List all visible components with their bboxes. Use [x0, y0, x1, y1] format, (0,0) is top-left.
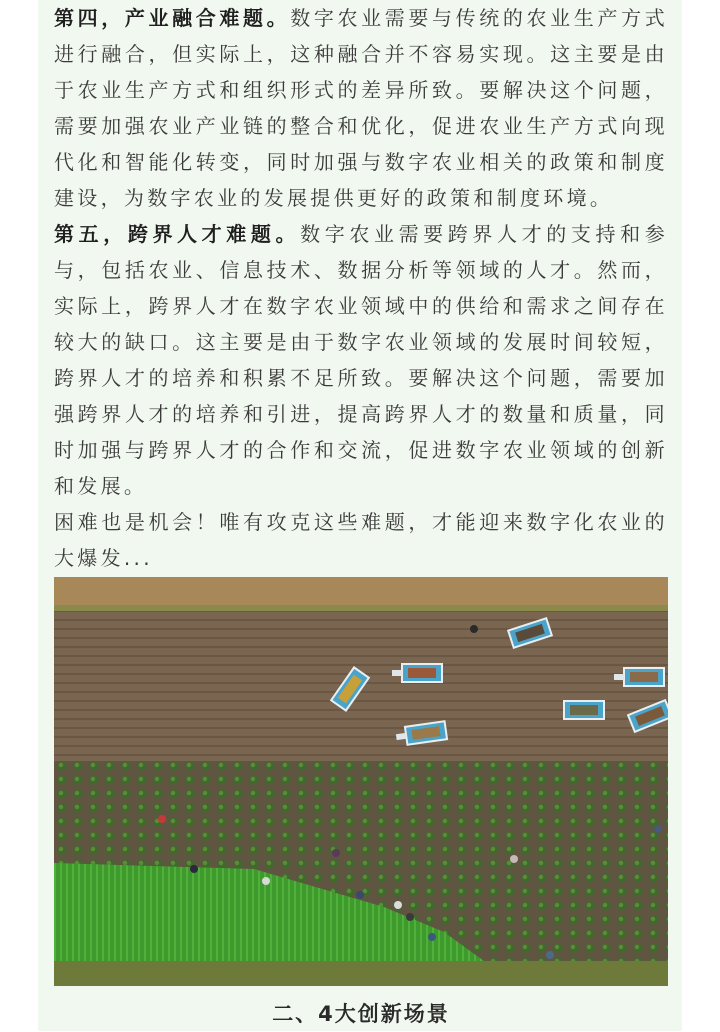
worker — [510, 855, 518, 863]
paragraph-closing: 困难也是机会！唯有攻克这些难题，才能迎来数字化农业的大爆发... — [54, 510, 668, 570]
worker — [546, 951, 554, 959]
paragraph-industry-integration — [54, 0, 668, 216]
worker — [394, 901, 402, 909]
field-edge-grass — [54, 605, 668, 611]
worker — [356, 891, 364, 899]
worker — [406, 913, 414, 921]
cart — [564, 701, 604, 719]
paragraph-cross-talent — [54, 216, 668, 504]
section-heading: 二、4大创新场景 — [272, 1002, 450, 1026]
paragraph-lead: 第四，产业融合难题。 — [54, 6, 291, 30]
article-body — [54, 0, 668, 576]
worker — [190, 865, 198, 873]
paragraph-text: 数字农业需要与传统的农业生产方式进行融合，但实际上，这种融合并不容易实现。这主要是由于农业生产方式和组织形式的差异所致。要解决这个问题，需要加强农业产业链的整合和优化，促进农业生产方式向现代化和智能化转变，同时加强与数字农业相关的政策和制度建设，为数字农业的发展提供更好的政策和制度环境。 — [54, 6, 668, 210]
worker — [654, 825, 662, 833]
paragraph-text: 数字农业需要跨界人才的支持和参与，包括农业、信息技术、数据分析等领域的人才。然而，实际上，跨界人才在数字农业领域中的供给和需求之间存在较大的缺口。这主要是由于数字农业领域的发展时间较短，跨界人才的培养和积累不足所致。要解决这个问题，需要加强跨界人才的培养和引进，提高跨界人才的数量和质量，同时加强与跨界人才的合作和交流，促进数字农业领域的创新和发展。 — [54, 222, 668, 498]
aerial-farm-illustration — [54, 577, 668, 986]
worker — [262, 877, 270, 885]
worker — [470, 625, 478, 633]
worker — [428, 933, 436, 941]
worker — [332, 849, 340, 857]
field-bottom-edge — [54, 961, 668, 986]
paragraph-lead: 第五，跨界人才难题。 — [54, 222, 301, 246]
aerial-farm-photo — [54, 577, 668, 986]
worker — [158, 815, 166, 823]
